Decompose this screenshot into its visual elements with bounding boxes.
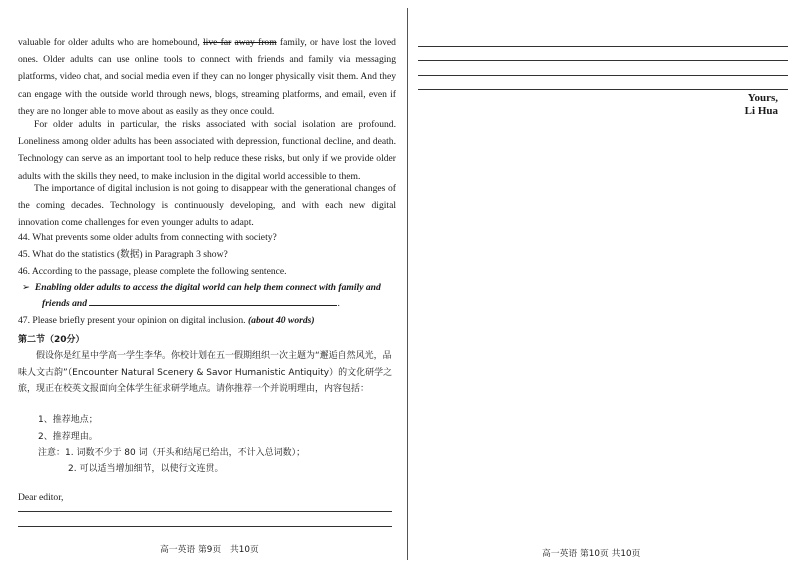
letter-closing [745,92,778,118]
section-2-item-2: 2、推荐理由。 [38,432,98,442]
writing-line-3[interactable] [418,46,788,47]
bullet-arrow-icon: ➢ [22,282,31,293]
p1-struck-text-2: away from [234,37,277,48]
question-44: 44. What prevents some older adults from connecting with society? [18,232,277,243]
q46-sentence-text-2: friends and [42,298,88,309]
page-footer-9: 高一英语 第9页 共10页 [160,545,259,555]
closing-signature: Li Hua [744,105,778,117]
q46-period: . [337,298,340,309]
question-47 [18,314,315,327]
right-page [410,0,800,566]
letter-greeting: Dear editor, [18,492,64,503]
q46-sentence-text-1: Enabling older adults to access the digital world can help them connect with family and [34,282,381,293]
page-footer-10: 高一英语 第10页 共10页 [542,549,641,559]
p3-text: The importance of digital inclusion is not going to disappear with the generational changes of the coming decades. Technology is continuously developing, and with each new digital innovation come challenges for even younger adults to adapt. [18,183,396,229]
question-46-sentence-line-2 [42,297,340,310]
p1-text-a: valuable for older adults who are homebound, [18,37,203,48]
passage-paragraph-1 [18,34,396,120]
writing-line-1[interactable] [18,511,392,512]
passage-paragraph-2 [18,116,396,185]
writing-line-2[interactable] [18,526,392,527]
section-2-prompt: 假设你是红星中学高一学生李华。你校计划在五一假期组织一次主题为“邂逅自然风光，品味人文古韵”（Encounter Natural Scenery & Savor Humanistic Antiquity）的文化研学之旅，现正在校英文报面向全体学生征求研学地点。请你推荐一个并说明理由，内容包括： [18,351,393,394]
question-45: 45. What do the statistics (数据) in Paragraph 3 show? [18,249,228,260]
section-2-note-2: 2. 可以适当增加细节，以使行文连贯。 [68,464,224,474]
question-46: 46. According to the passage, please complete the following sentence. [18,266,287,277]
q47-text: 47. Please briefly present your opinion on digital inclusion. [18,315,248,326]
p2-text: For older adults in particular, the risks associated with social isolation are profound. Loneliness among older adults has been associated with depression, functional decline, and death. Technology can serve as an important tool to help reduce these risks, but only if we provide older adults with the skills they need, to make inclusion in the digital world accessible to them. [18,119,396,182]
section-2-heading: 第二节（20分） [18,335,85,345]
writing-line-4[interactable] [418,60,788,61]
section-2-note-1: 注意：1. 词数不少于 80 词（开头和结尾已给出，不计入总词数）； [38,448,306,458]
section-2-item-1: 1、推荐地点； [38,415,98,425]
q46-answer-blank[interactable] [89,305,337,306]
p1-text-b: family, or have lost the loved ones. Older adults can use online tools to connect with friends and family via messaging platforms, video chat, and social media even if they can no longer physically visit them. And they can engage with the outside world through news, blogs, streaming platforms, and email, even if they are no longer able to move about as easily as they once could. [18,37,396,117]
closing-yours: Yours, [747,92,778,104]
p1-struck-text-1: live far [202,37,232,48]
q47-word-limit: (about 40 words) [247,315,315,326]
passage-paragraph-3 [18,180,396,232]
writing-line-6[interactable] [418,89,788,90]
question-46-sentence-line-1 [22,281,381,294]
writing-line-5[interactable] [418,75,788,76]
